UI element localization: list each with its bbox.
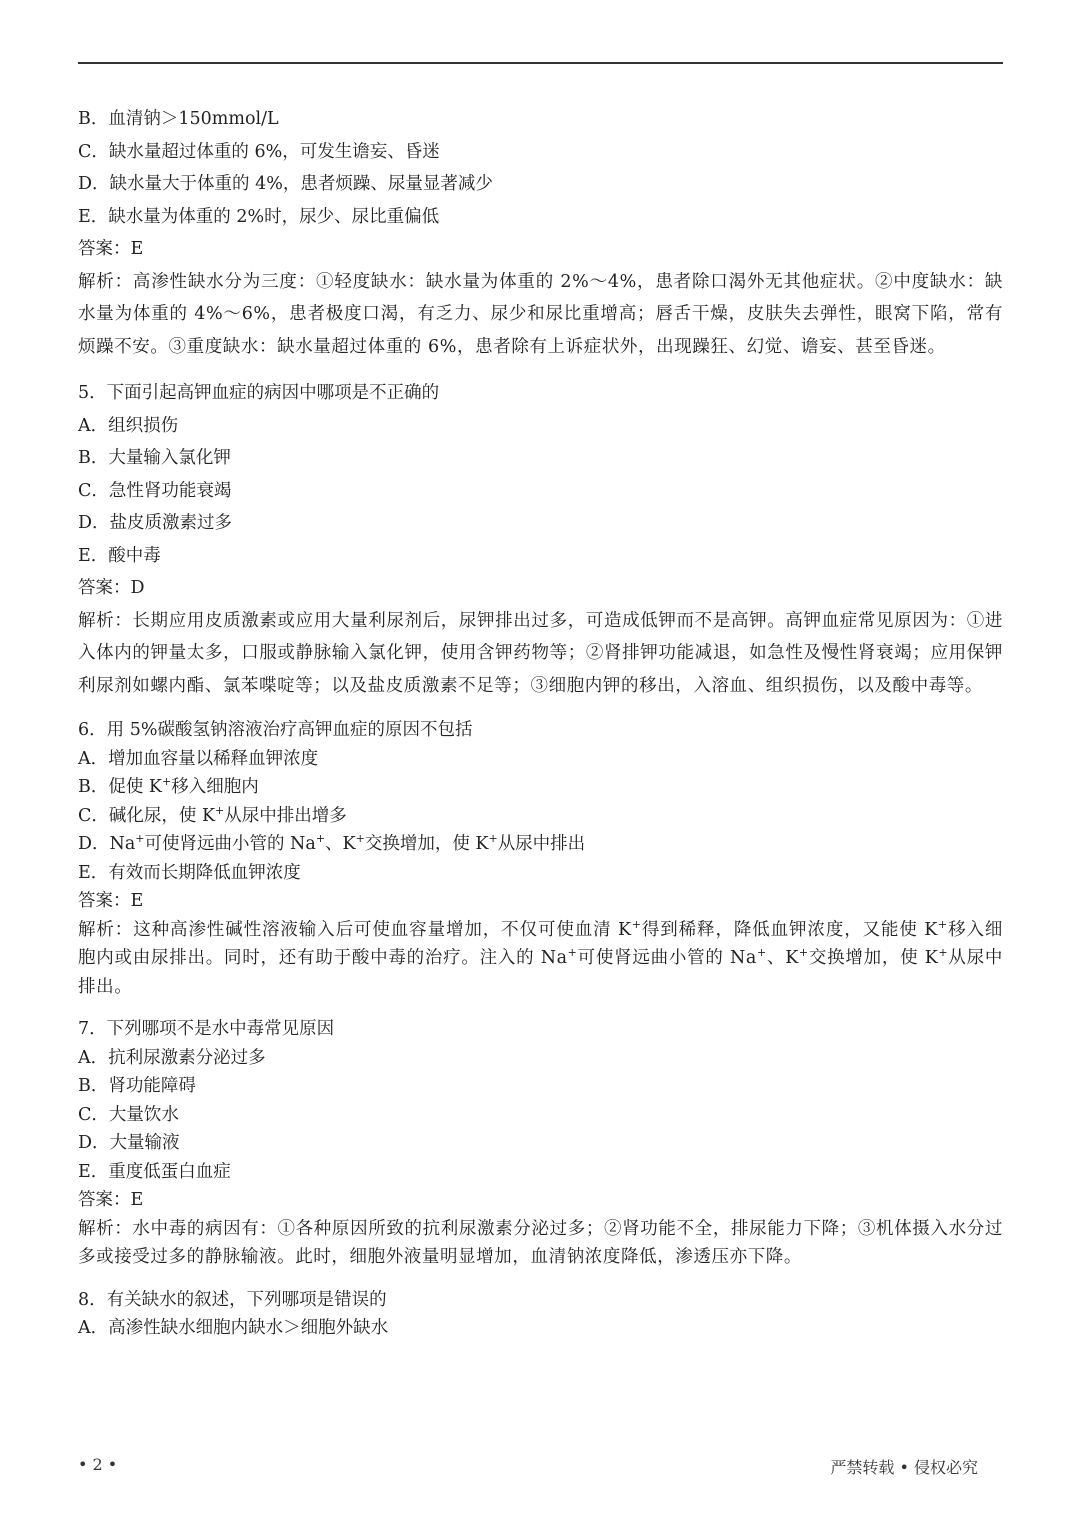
option-a: A．高渗性缺水细胞内缺水＞细胞外缺水 (78, 1318, 389, 1338)
answer: 答案：D (78, 578, 145, 598)
analysis: 解析：水中毒的病因有：①各种原因所致的抗利尿激素分泌过多；②肾功能不全，排尿能力下降；③机体摄入水分过多或接受过多的静脉输液。此时，细胞外液量明显增加，血清钠浓度降低，渗透压亦下降。 (78, 1218, 1003, 1267)
option-a: A．抗利尿激素分泌过多 (78, 1047, 266, 1068)
option-b: B．肾功能障碍 (78, 1076, 196, 1096)
option-a: A．增加血容量以稀释血钾浓度 (78, 748, 319, 769)
page-content (78, 103, 1003, 1343)
option-e: E．重度低蛋白血症 (78, 1161, 231, 1182)
analysis: 解析：高渗性缺水分为三度：①轻度缺水：缺水量为体重的 2%～4%，患者除口渴外无其他症状。②中度缺水：缺水量为体重的 4%～6%，患者极度口渴，有乏力、尿少和尿比重增高；唇舌干燥，皮肤失去弹性，眼窝下陷，常有烦躁不安。③重度缺水：缺水量超过体重的 6%，患者除有上诉症状外，出现躁狂、幻觉、谵妄、甚至昏迷。 (78, 271, 1003, 357)
option-b: B．血清钠＞150mmol/L (78, 109, 279, 129)
option-a: A．组织损伤 (78, 415, 179, 436)
option-d: D．缺水量大于体重的 4%，患者烦躁、尿量显著减少 (78, 174, 493, 194)
question-stem: 7．下列哪项不是水中毒常见原因 (78, 1019, 335, 1039)
option-c: C．急性肾功能衰竭 (78, 480, 232, 501)
option-d: D．Na+可使肾远曲小管的 Na+、K+交换增加，使 K+从尿中排出 (78, 832, 586, 854)
question-stem: 6．用 5%碳酸氢钠溶液治疗高钾血症的原因不包括 (78, 720, 473, 740)
option-e: E．酸中毒 (78, 545, 161, 566)
question-stem: 5．下面引起高钾血症的病因中哪项是不正确的 (78, 383, 440, 403)
question-7 (78, 1015, 1003, 1272)
option-e: E．有效而长期降低血钾浓度 (78, 862, 301, 883)
option-d: D．大量输液 (78, 1133, 180, 1153)
question-6 (78, 716, 1003, 1001)
option-c: C．大量饮水 (78, 1104, 179, 1125)
question-5 (78, 377, 1003, 702)
copyright-notice: 严禁转载 • 侵权必究 (830, 1458, 978, 1477)
question-4-tail (78, 103, 1003, 363)
answer: 答案：E (78, 891, 144, 911)
question-stem: 8．有关缺水的叙述，下列哪项是错误的 (78, 1289, 387, 1310)
option-e: E．缺水量为体重的 2%时，尿少、尿比重偏低 (78, 206, 440, 227)
answer: 答案：E (78, 239, 144, 259)
option-c: C．碱化尿，使 K+从尿中排出增多 (78, 803, 347, 826)
option-d: D．盐皮质激素过多 (78, 513, 233, 533)
header-rule (78, 62, 1003, 64)
option-c: C．缺水量超过体重的 6%，可发生谵妄、昏迷 (78, 141, 440, 162)
question-8 (78, 1286, 1003, 1343)
analysis: 解析：这种高渗性碱性溶液输入后可使血容量增加，不仅可使血清 K+得到稀释，降低血钾浓度，又能使 K+移入细胞内或由尿排出。同时，还有助于酸中毒的治疗。注入的 Na+可使肾远曲小管的 Na+、K+交换增加，使 K+从尿中排出。 (78, 917, 1003, 997)
option-b: B．大量输入氯化钾 (78, 448, 231, 468)
option-b: B．促使 K+移入细胞内 (78, 775, 259, 797)
answer: 答案：E (78, 1190, 144, 1210)
page-number: • 2 • (78, 1455, 118, 1474)
analysis: 解析：长期应用皮质激素或应用大量利尿剂后，尿钾排出过多，可造成低钾而不是高钾。高钾血症常见原因为：①进入体内的钾量太多，口服或静脉输入氯化钾，使用含钾药物等；②肾排钾功能减退，如急性及慢性肾衰竭；应用保钾利尿剂如螺内酯、氯苯喋啶等；以及盐皮质激素不足等；③细胞内钾的移出，入溶血、组织损伤，以及酸中毒等。 (78, 610, 1003, 696)
